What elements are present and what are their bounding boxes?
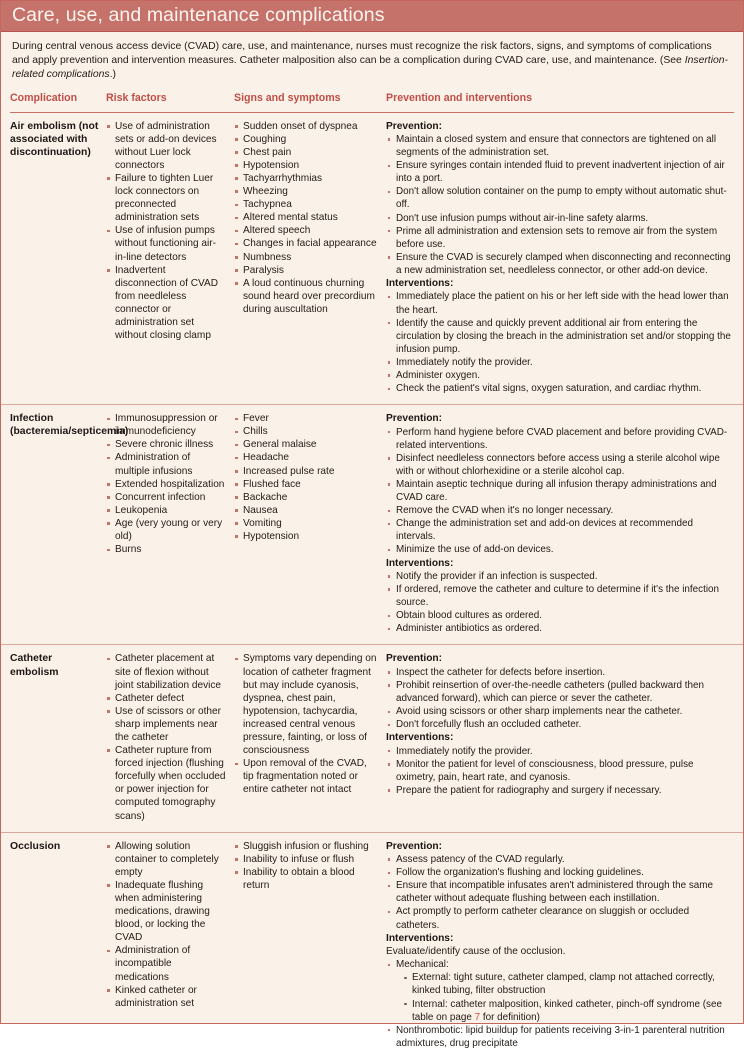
complication-cell: [10, 652, 106, 822]
table-row: [1, 113, 743, 405]
table-row: [1, 644, 743, 831]
risk-factors-list: [106, 840, 226, 1010]
list-item: Sluggish infusion or flushing: [234, 840, 378, 853]
list-item: Notify the provider if an infection is suspected.: [386, 570, 734, 583]
list-item: Catheter placement at site of flexion without joint stabilization device: [106, 652, 226, 691]
table-column-headers: [10, 92, 734, 112]
intro-italic-reference: Insertion-related complications: [12, 55, 729, 81]
list-item: Don't forcefully flush an occluded catheter.: [386, 718, 734, 731]
table-row: [1, 832, 743, 1059]
list-item: Administration of multiple infusions: [106, 451, 226, 477]
list-item: Check the patient's vital signs, oxygen saturation, and cardiac rhythm.: [386, 382, 734, 395]
risk-factors-cell: [106, 840, 234, 1050]
page-reference-number: 7: [474, 1011, 481, 1023]
list-item: Prepare the patient for radiography and surgery if necessary.: [386, 784, 734, 797]
intro-text-part2: .): [109, 69, 116, 81]
list-item: Ensure that incompatible infusates aren't administered through the same catheter without adequate flushing between each instillation.: [386, 879, 734, 905]
list-item: External: tight suture, catheter clamped, clamp not attached correctly, kinked tubing, filter obstruction: [402, 971, 734, 997]
list-item: Wheezing: [234, 185, 378, 198]
list-item: Immediately notify the provider.: [386, 356, 734, 369]
list-item: Numbness: [234, 251, 378, 264]
document-title-bar: [1, 1, 743, 32]
list-item: Inadequate flushing when administering medications, drawing blood, or locking the CVAD: [106, 879, 226, 944]
interventions-tree-list: [386, 958, 734, 1050]
signs-symptoms-list: [234, 120, 378, 316]
interventions-list: [386, 745, 734, 797]
list-item: Failure to tighten Luer lock connectors on preconnected administration sets: [106, 172, 226, 224]
list-item: Perform hand hygiene before CVAD placement and before providing CVAD-related interventions.: [386, 426, 734, 452]
prevention-interventions-cell: [386, 120, 734, 396]
interventions-intro-text: Evaluate/identify cause of the occlusion.: [386, 946, 566, 958]
interventions-list: [386, 290, 734, 395]
list-item: Backache: [234, 491, 378, 504]
prevention-label: Prevention:: [386, 653, 443, 665]
interventions-label: Interventions:: [386, 557, 454, 569]
list-item: Maintain aseptic technique during all infusion therapy administrations and CVAD care.: [386, 478, 734, 504]
list-item: Symptoms vary depending on location of catheter fragment but may include cyanosis, dyspnea, chest pain, hypotension, tachycardia, increased central venous pressure, fainting, or loss of consciousness: [234, 652, 378, 757]
list-item: Identify the cause and quickly prevent additional air from entering the circulation by closing the breach in the administration set and/or stopping the infusion pump.: [386, 317, 734, 356]
list-item: Concurrent infection: [106, 491, 226, 504]
list-item: Avoid using scissors or other sharp implements near the catheter.: [386, 705, 734, 718]
list-item: Increased pulse rate: [234, 465, 378, 478]
list-item: Internal: catheter malposition, kinked catheter, pinch-off syndrome (see table on page 7 for definition): [402, 998, 734, 1024]
signs-symptoms-list: [234, 652, 378, 796]
list-item: Fever: [234, 412, 378, 425]
risk-factors-cell: [106, 652, 234, 822]
list-item: Change the administration set and add-on devices at recommended intervals.: [386, 517, 734, 543]
risk-factors-list: [106, 120, 226, 343]
list-item: Changes in facial appearance: [234, 237, 378, 250]
intro-paragraph: [1, 32, 743, 83]
list-item: Tachyarrhythmias: [234, 172, 378, 185]
prevention-interventions-cell: [386, 840, 734, 1050]
complication-name: Catheter embolism: [10, 653, 59, 678]
list-item: Altered speech: [234, 224, 378, 237]
list-item: Ensure the CVAD is securely clamped when disconnecting and reconnecting a new administration set, needleless connector, or other add-on device.: [386, 251, 734, 277]
list-item: Paralysis: [234, 264, 378, 277]
list-item: A loud continuous churning sound heard over precordium during auscultation: [234, 277, 378, 316]
list-item: Immediately notify the provider.: [386, 745, 734, 758]
list-item: General malaise: [234, 438, 378, 451]
list-item: Inability to obtain a blood return: [234, 866, 378, 892]
list-item: Catheter defect: [106, 692, 226, 705]
list-item: Assess patency of the CVAD regularly.: [386, 853, 734, 866]
list-item: Chills: [234, 425, 378, 438]
list-item: Don't allow solution container on the pump to empty without automatic shut-off.: [386, 185, 734, 211]
list-item: Nausea: [234, 504, 378, 517]
list-item: Altered mental status: [234, 211, 378, 224]
column-header-prevention-interventions: Prevention and interventions: [386, 91, 532, 104]
complication-name: Occlusion: [10, 840, 61, 852]
list-item: Catheter rupture from forced injection (flushing forcefully when occluded or power injection for computed tomography scans): [106, 744, 226, 823]
list-item: Obtain blood cultures as ordered.: [386, 609, 734, 622]
list-item: Burns: [106, 543, 226, 556]
list-item: Inspect the catheter for defects before insertion.: [386, 666, 734, 679]
list-item: Prohibit reinsertion of over-the-needle catheters (pulled backward then advanced forward), which can pierce or sever the catheter.: [386, 679, 734, 705]
list-item: Hypotension: [234, 530, 378, 543]
list-item: Don't use infusion pumps without air-in-line safety alarms.: [386, 212, 734, 225]
list-item: Use of infusion pumps without functioning air-in-line detectors: [106, 224, 226, 263]
list-item: Immunosuppression or immunodeficiency: [106, 412, 226, 438]
list-item: Administration of incompatible medications: [106, 944, 226, 983]
complication-cell: [10, 120, 106, 396]
interventions-sub-list: [402, 971, 734, 1023]
list-item: Remove the CVAD when it's no longer necessary.: [386, 504, 734, 517]
list-item: Disinfect needleless connectors before access using a sterile alcohol wipe with or without chlorhexidine or a sterile alcohol cap.: [386, 452, 734, 478]
list-item: Vomiting: [234, 517, 378, 530]
column-header-complication: Complication: [10, 91, 78, 104]
list-item: Inability to infuse or flush: [234, 853, 378, 866]
list-item: Prime all administration and extension sets to remove air from the system before use.: [386, 225, 734, 251]
list-item: Severe chronic illness: [106, 438, 226, 451]
prevention-list: [386, 426, 734, 557]
risk-factors-list: [106, 412, 226, 556]
interventions-label: Interventions:: [386, 932, 454, 944]
intro-text-part1: During central venous access device (CVAD) care, use, and maintenance, nurses must recognize the risk factors, signs, and symptoms of complications and apply prevention and intervention measures. Catheter malposition also can be a complication during CVAD care, use, and maintenance. (See: [12, 41, 712, 67]
list-item: Tachypnea: [234, 198, 378, 211]
list-item: Coughing: [234, 133, 378, 146]
list-item: Sudden onset of dyspnea: [234, 120, 378, 133]
list-item: Minimize the use of add-on devices.: [386, 543, 734, 556]
risk-factors-list: [106, 652, 226, 822]
list-item: Use of administration sets or add-on devices without Luer lock connectors: [106, 120, 226, 172]
list-item: Headache: [234, 451, 378, 464]
interventions-label: Interventions:: [386, 732, 454, 744]
list-item: Maintain a closed system and ensure that connectors are tightened on all segments of the administration set.: [386, 133, 734, 159]
list-item: Nonthrombotic: lipid buildup for patients receiving 3-in-1 parenteral nutrition admixtures, drug precipitate: [386, 1024, 734, 1050]
signs-symptoms-cell: [234, 652, 386, 822]
list-item: Administer antibiotics as ordered.: [386, 622, 734, 635]
interventions-label: Interventions:: [386, 278, 454, 290]
interventions-list: [386, 570, 734, 635]
signs-symptoms-cell: [234, 412, 386, 635]
list-item: Monitor the patient for level of consciousness, blood pressure, pulse oximetry, pain, heart rate, and cyanosis.: [386, 758, 734, 784]
risk-factors-cell: [106, 412, 234, 635]
signs-symptoms-list: [234, 840, 378, 892]
signs-symptoms-list: [234, 412, 378, 543]
complication-name: Air embolism (not associated with discontinuation): [10, 120, 99, 158]
prevention-label: Prevention:: [386, 840, 443, 852]
complication-cell: [10, 840, 106, 1050]
column-header-risk-factors: Risk factors: [106, 91, 167, 104]
list-item: Hypotension: [234, 159, 378, 172]
complication-name: Infection (bacteremia/septicemia): [10, 413, 129, 438]
list-item: Leukopenia: [106, 504, 226, 517]
column-header-signs-symptoms: Signs and symptoms: [234, 91, 341, 104]
prevention-interventions-cell: [386, 412, 734, 635]
signs-symptoms-cell: [234, 120, 386, 396]
table-row: [1, 404, 743, 644]
page-title: Care, use, and maintenance complications: [12, 4, 385, 27]
list-item: Allowing solution container to completely empty: [106, 840, 226, 879]
list-item: Upon removal of the CVAD, tip fragmentation noted or entire catheter not intact: [234, 757, 378, 796]
prevention-label: Prevention:: [386, 413, 443, 425]
list-item: Immediately place the patient on his or her left side with the head lower than the heart.: [386, 290, 734, 316]
list-item: Ensure syringes contain intended fluid to prevent inadvertent injection of air into a port.: [386, 159, 734, 185]
prevention-list: [386, 853, 734, 932]
list-item: Inadvertent disconnection of CVAD from needleless connector or administration set without closing clamp: [106, 264, 226, 343]
list-item: Chest pain: [234, 146, 378, 159]
complications-table: [1, 113, 743, 1059]
prevention-label: Prevention:: [386, 120, 443, 132]
signs-symptoms-cell: [234, 840, 386, 1050]
list-item: If ordered, remove the catheter and culture to determine if it's the infection source.: [386, 583, 734, 609]
prevention-list: [386, 666, 734, 731]
list-item: Extended hospitalization: [106, 478, 226, 491]
risk-factors-cell: [106, 120, 234, 396]
list-item: Use of scissors or other sharp implements near the catheter: [106, 705, 226, 744]
list-item: Mechanical:: [386, 958, 734, 971]
prevention-interventions-cell: [386, 652, 734, 822]
list-item: Act promptly to perform catheter clearance on sluggish or occluded catheters.: [386, 905, 734, 931]
list-item: Flushed face: [234, 478, 378, 491]
prevention-list: [386, 133, 734, 277]
list-item: Follow the organization's flushing and locking guidelines.: [386, 866, 734, 879]
list-item: Age (very young or very old): [106, 517, 226, 543]
list-item: Administer oxygen.: [386, 369, 734, 382]
list-item: Kinked catheter or administration set: [106, 984, 226, 1010]
